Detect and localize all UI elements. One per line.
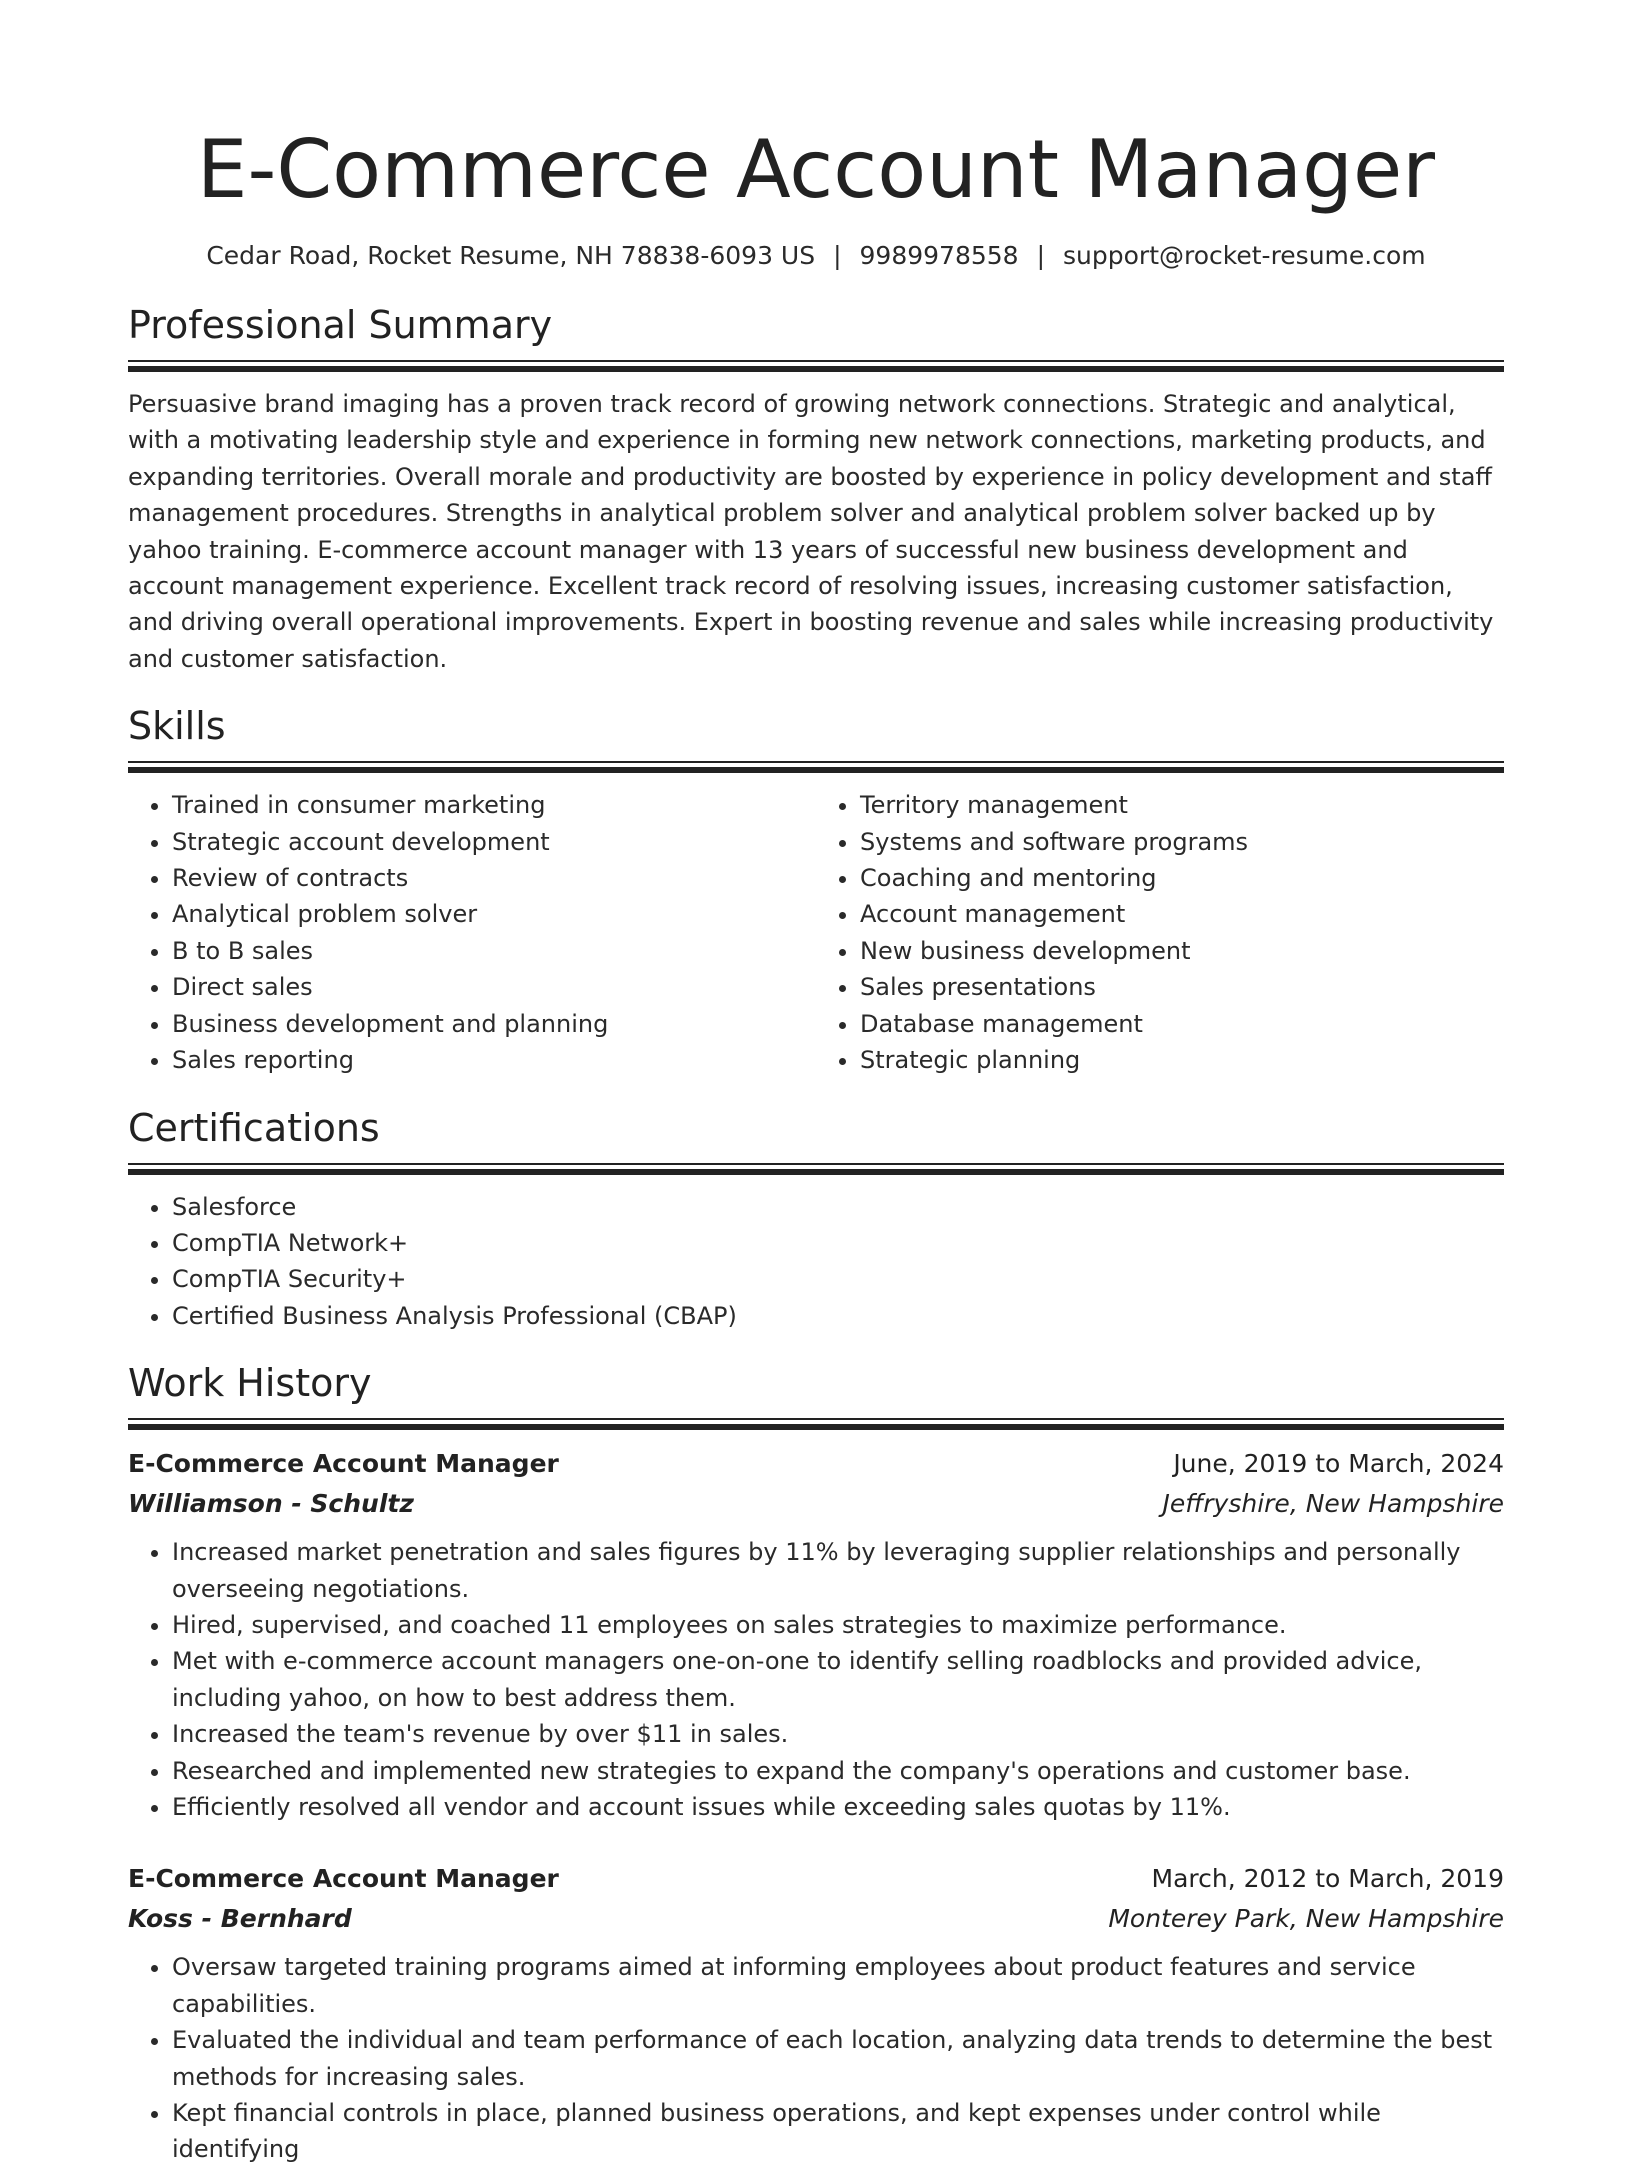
list-item: • Strategic account development <box>172 824 816 860</box>
list-item: • Strategic planning <box>860 1042 1504 1078</box>
list-item: • Increased market penetration and sales figures by 11% by leveraging supplier relationships and personally overseeing negotiations. <box>172 1534 1504 1607</box>
list-item: • Business development and planning <box>172 1006 816 1042</box>
list-item: • Review of contracts <box>172 860 816 896</box>
job-title: E-Commerce Account Manager <box>128 1449 559 1479</box>
contact-separator: | <box>833 241 842 270</box>
job-bullets <box>128 1949 1504 2167</box>
list-item: • Efficiently resolved all vendor and account issues while exceeding sales quotas by 11%. <box>172 1789 1504 1825</box>
job-location: Monterey Park, New Hampshire <box>1108 1904 1504 1934</box>
job-header-row <box>128 1444 1504 1484</box>
job-entry <box>128 1859 1504 2167</box>
list-item: • New business development <box>860 933 1504 969</box>
skills-columns <box>128 787 1504 1078</box>
list-item: • Increased the team's revenue by over $11 in sales. <box>172 1716 1504 1752</box>
list-item: • Met with e-commerce account managers one-on-one to identify selling roadblocks and provided advice, including yahoo, on how to best address them. <box>172 1643 1504 1716</box>
summary-text: Persuasive brand imaging has a proven track record of growing network connections. Strategic and analytical, with a motivating leadership style and experience in forming new network connections, marketing products, and expanding territories. Overall morale and productivity are boosted by experience in policy development and staff management procedures. Strengths in analytical problem solver and analytical problem solver backed up by yahoo training. E-commerce account manager with 13 years of successful new business development and account management experience. Excellent track record of resolving issues, increasing customer satisfaction, and driving overall operational improvements. Expert in boosting revenue and sales while increasing productivity and customer satisfaction. <box>128 390 1494 673</box>
list-item: • Kept financial controls in place, planned business operations, and kept expenses under control while identifying <box>172 2095 1504 2168</box>
job-company: Koss - Bernhard <box>128 1904 352 1934</box>
list-item: • CompTIA Network+ <box>172 1225 1504 1261</box>
skills-list-left <box>128 787 816 1078</box>
list-item: • Trained in consumer marketing <box>172 787 816 823</box>
list-item: • Oversaw targeted training programs aimed at informing employees about product features and service capabilities. <box>172 1949 1504 2022</box>
list-item: • Account management <box>860 896 1504 932</box>
address: Cedar Road, Rocket Resume, NH 78838-6093 US <box>206 241 816 270</box>
list-item: • Coaching and mentoring <box>860 860 1504 896</box>
list-item: • Evaluated the individual and team performance of each location, analyzing data trends to determine the best methods for increasing sales. <box>172 2022 1504 2095</box>
list-item: • Territory management <box>860 787 1504 823</box>
contact-line <box>128 240 1504 272</box>
section-divider <box>128 1418 1504 1430</box>
section-divider <box>128 360 1504 372</box>
job-company-row <box>128 1899 1504 1939</box>
certifications-section <box>128 1105 1504 1335</box>
section-divider <box>128 761 1504 773</box>
list-item: • Salesforce <box>172 1189 1504 1225</box>
list-item: • Hired, supervised, and coached 11 employees on sales strategies to maximize performance. <box>172 1607 1504 1643</box>
job-dates: March, 2012 to March, 2019 <box>1151 1864 1504 1894</box>
section-title-work-history: Work History <box>128 1361 372 1406</box>
list-item: • Analytical problem solver <box>172 896 816 932</box>
list-item: • Direct sales <box>172 969 816 1005</box>
certifications-list <box>128 1189 1504 1335</box>
list-item: • Sales presentations <box>860 969 1504 1005</box>
resume-name: E-Commerce Account Manager <box>196 123 1436 216</box>
list-item: • Systems and software programs <box>860 824 1504 860</box>
contact-separator: | <box>1036 241 1046 270</box>
job-bullets <box>128 1534 1504 1825</box>
skills-section <box>128 703 1504 1078</box>
phone: 9989978558 <box>859 241 1019 270</box>
summary-section <box>128 302 1504 677</box>
job-company: Williamson - Schultz <box>128 1489 414 1519</box>
skills-list-right <box>816 787 1504 1078</box>
job-title: E-Commerce Account Manager <box>128 1864 559 1894</box>
section-title-certifications: Certifications <box>128 1105 380 1150</box>
list-item: • Researched and implemented new strategies to expand the company's operations and customer base. <box>172 1753 1504 1789</box>
list-item: • B to B sales <box>172 933 816 969</box>
job-dates: June, 2019 to March, 2024 <box>1173 1449 1504 1479</box>
list-item: • Certified Business Analysis Professional (CBAP) <box>172 1298 1504 1334</box>
job-location: Jeffryshire, New Hampshire <box>1162 1489 1504 1519</box>
job-company-row <box>128 1484 1504 1524</box>
list-item: • Database management <box>860 1006 1504 1042</box>
job-header-row <box>128 1859 1504 1899</box>
section-divider <box>128 1163 1504 1175</box>
list-item: • CompTIA Security+ <box>172 1261 1504 1297</box>
email-link[interactable]: support@rocket-resume.com <box>1063 241 1426 270</box>
job-entry <box>128 1444 1504 1825</box>
resume-page <box>128 0 1504 2168</box>
work-history-section <box>128 1360 1504 2168</box>
list-item: • Sales reporting <box>172 1042 816 1078</box>
section-title-skills: Skills <box>128 704 226 749</box>
section-title-summary: Professional Summary <box>128 303 553 347</box>
